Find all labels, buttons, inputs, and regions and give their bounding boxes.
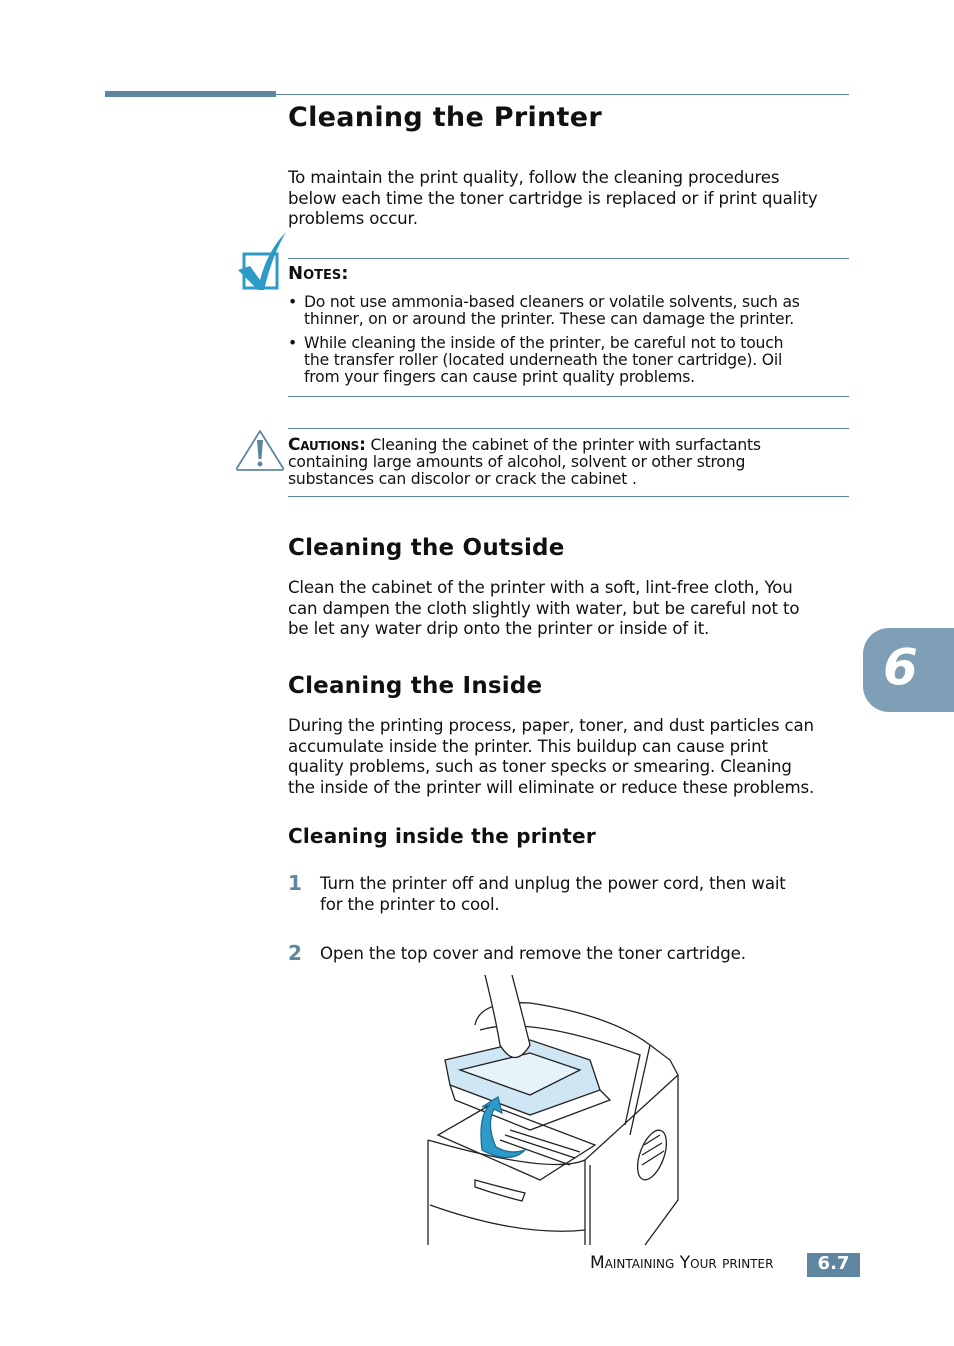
text-line: thinner, on or around the printer. These can damage the printer. [304, 310, 794, 328]
text-line: During the printing process, paper, toner, and dust particles can [288, 716, 814, 735]
printer-illustration [420, 975, 685, 1250]
text-line: Cleaning the cabinet of the printer with surfactants [370, 436, 761, 454]
intro-paragraph [288, 168, 818, 230]
text-line: Turn the printer off and unplug the power cord, then wait [320, 874, 786, 893]
text-line: Open the top cover and remove the toner cartridge. [320, 944, 746, 963]
text-line: Clean the cabinet of the printer with a soft, lint-free cloth, You [288, 578, 793, 597]
notes-list [288, 294, 800, 386]
page-title: Cleaning the Printer [288, 102, 602, 133]
outside-paragraph [288, 578, 799, 640]
note-item: • While cleaning the inside of the printer, be careful not to touch the transfer roller (located underneath the toner cartridge). Oil from your fingers can cause print quality problems. [288, 335, 800, 386]
cautions-label: Cautions: [288, 435, 366, 455]
header-rule [276, 94, 849, 95]
inside-paragraph [288, 716, 814, 798]
footer-section-title: Maintaining Your printer [590, 1253, 774, 1273]
subsection-heading: Cleaning inside the printer [288, 824, 596, 848]
text-line: containing large amounts of alcohol, solvent or other strong [288, 453, 746, 471]
step-1 [288, 871, 786, 915]
text-line: can dampen the cloth slightly with water, but be careful not to [288, 598, 800, 618]
text-line: for the printer to cool. [320, 894, 500, 914]
text-line: Do not use ammonia-based cleaners or volatile solvents, such as [304, 293, 800, 311]
text-line: be let any water drip onto the printer or inside of it. [288, 619, 710, 638]
header-accent-bar [105, 91, 276, 97]
text-line: substances can discolor or crack the cabinet . [288, 470, 637, 488]
chapter-tab[interactable] [863, 628, 954, 712]
text-line: While cleaning the inside of the printer, be careful not to touch [304, 334, 784, 352]
text-line: quality problems, such as toner specks or smearing. Cleaning [288, 757, 792, 776]
text-line: problems occur. [288, 209, 418, 228]
cautions-bottom-rule [288, 496, 849, 497]
notes-top-rule [288, 258, 849, 259]
note-item: • Do not use ammonia-based cleaners or volatile solvents, such as thinner, on or around the printer. These can damage the printer. [288, 293, 800, 328]
step-2 [288, 941, 746, 965]
text-line: from your fingers can cause print quality problems. [304, 368, 695, 386]
page-number-badge [807, 1253, 860, 1277]
chapter-number: 6 [883, 638, 918, 696]
step-number: 2 [288, 941, 302, 965]
section-heading-outside: Cleaning the Outside [288, 535, 565, 561]
text-line: below each time the toner cartridge is replaced or if print quality [288, 188, 818, 208]
notes-label: Notes: [288, 263, 349, 284]
text-line: the inside of the printer will eliminate or reduce these problems. [288, 777, 815, 797]
text-line: accumulate inside the printer. This buildup can cause print [288, 736, 768, 756]
cautions-text [288, 437, 761, 488]
cautions-top-rule [288, 428, 849, 429]
checkmark-icon [236, 230, 288, 294]
text-line: the transfer roller (located underneath the toner cartridge). Oil [304, 351, 783, 369]
step-number: 1 [288, 871, 302, 895]
warning-icon [235, 429, 285, 471]
page-number: 6.7 [817, 1253, 850, 1274]
notes-bottom-rule [288, 396, 849, 397]
text-line: To maintain the print quality, follow the cleaning procedures [288, 168, 780, 187]
section-heading-inside: Cleaning the Inside [288, 673, 543, 699]
